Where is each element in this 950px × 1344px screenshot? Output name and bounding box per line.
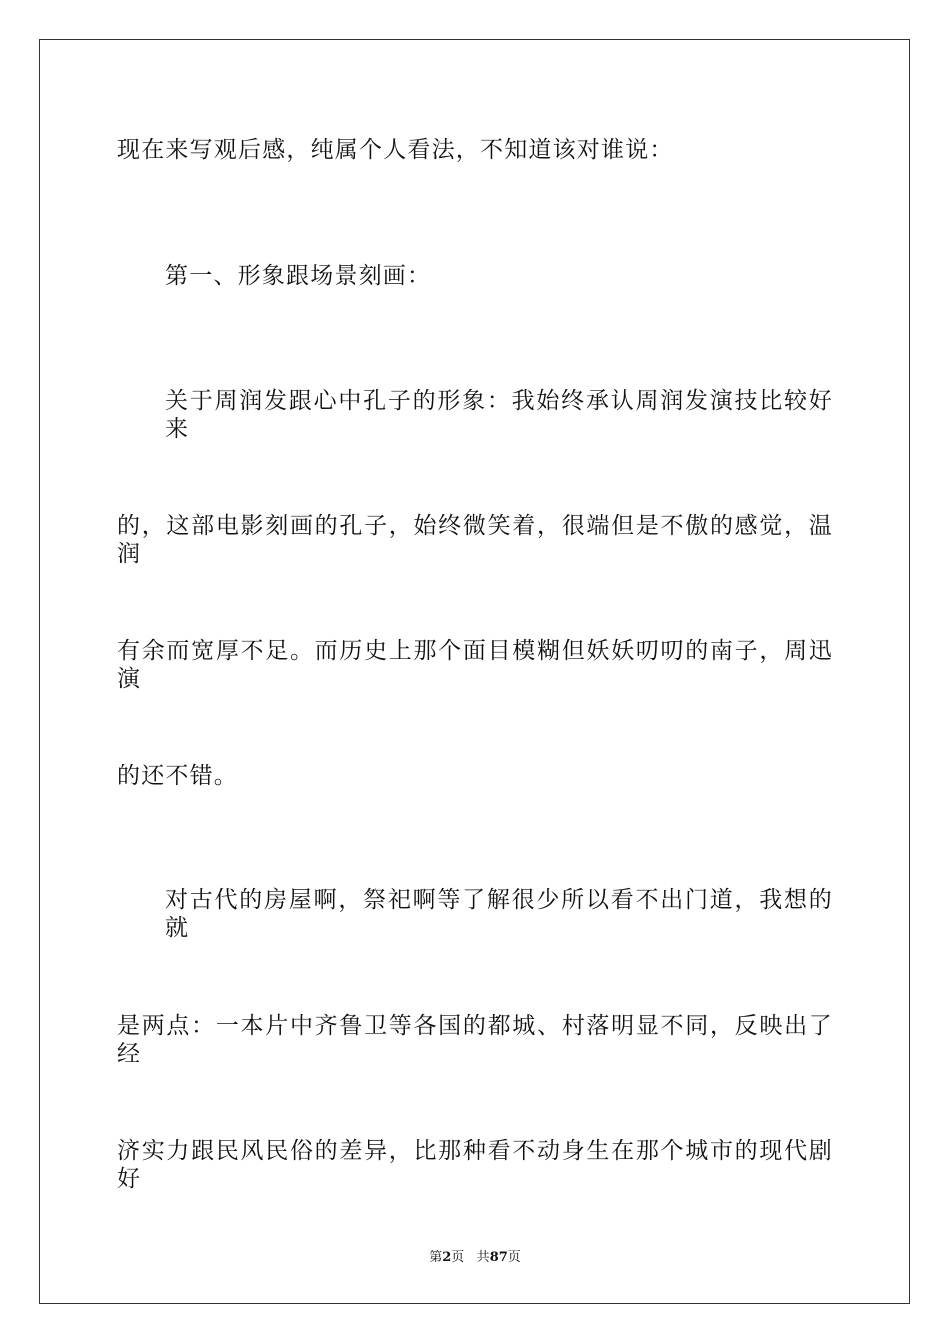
text-line-2: 第一、形象跟场景刻画： [165,263,432,289]
text-line-1: 现在来写观后感，纯属个人看法，不知道该对谁说： [117,137,674,163]
page-number: 2 [442,1250,452,1265]
page-footer [0,1246,950,1265]
text-line-4: 的，这部电影刻画的孔子，始终微笑着，很端但是不傲的感觉，温润 [117,513,833,567]
text-line-5: 有余而宽厚不足。而历史上那个面目模糊但妖妖叨叨的南子，周迅演 [117,638,833,692]
page-suffix: 页 [451,1250,465,1265]
text-line-3: 关于周润发跟心中孔子的形象：我始终承认周润发演技比较好来 [165,388,833,442]
text-line-6: 的还不错。 [117,763,238,789]
total-pages: 87 [489,1250,508,1265]
page-prefix: 第 [429,1250,443,1265]
total-prefix: 共 [476,1250,490,1265]
text-line-9: 济实力跟民风民俗的差异，比那种看不动身生在那个城市的现代剧好 [117,1138,833,1192]
total-suffix: 页 [507,1250,521,1265]
text-line-8: 是两点：一本片中齐鲁卫等各国的都城、村落明显不同，反映出了经 [117,1013,833,1067]
text-line-7: 对古代的房屋啊，祭祀啊等了解很少所以看不出门道，我想的就 [165,887,833,941]
